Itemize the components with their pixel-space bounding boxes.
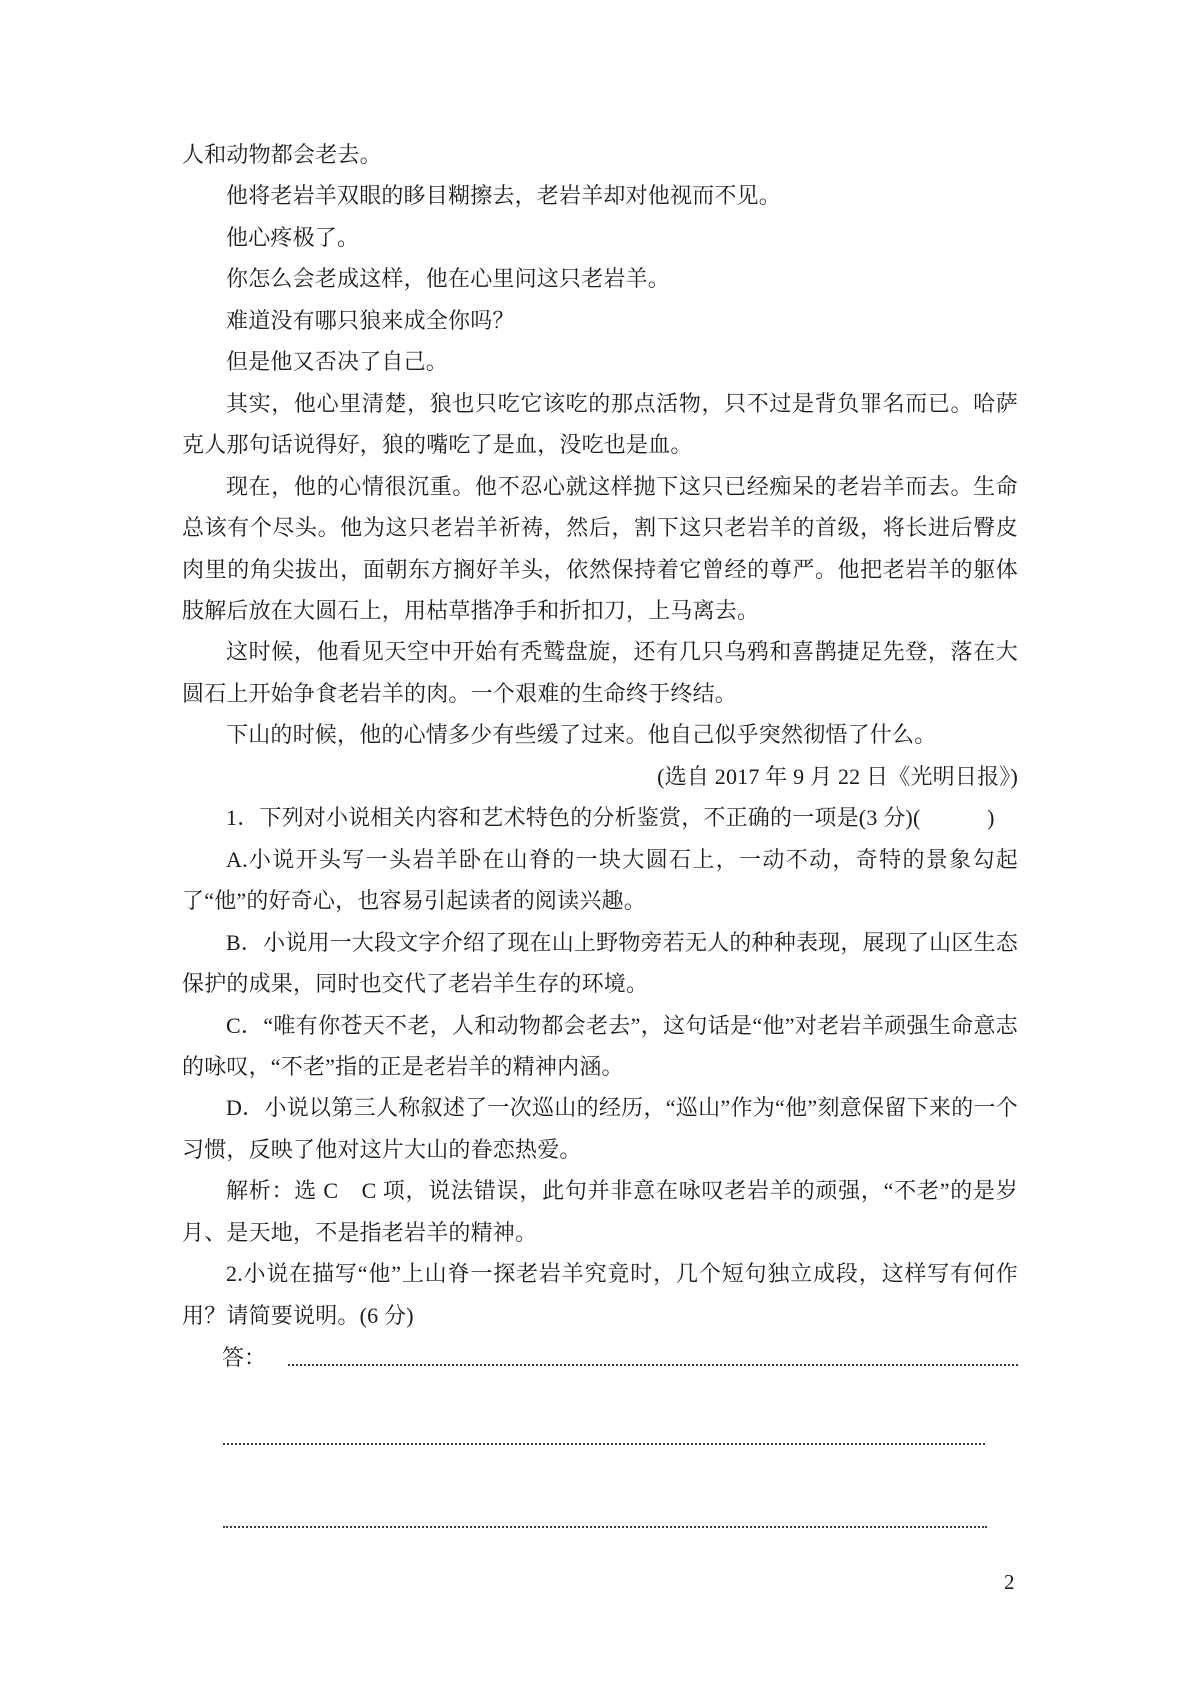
document-body bbox=[182, 134, 1018, 1336]
story-paragraph: 他将老岩羊双眼的眵目糊擦去，老岩羊却对他视而不见。 bbox=[226, 183, 782, 209]
answer-section bbox=[222, 1337, 1018, 1379]
story-paragraph: 他心疼极了。 bbox=[226, 224, 360, 250]
answer-blank-line-2 bbox=[223, 1443, 985, 1445]
story-paragraph: 下山的时候，他的心情多少有些缓了过来。他自己似乎突然彻悟了什么。 bbox=[226, 722, 937, 748]
option-d: D．小说以第三人称叙述了一次巡山的经历，“巡山”作为“他”刻意保留下来的一个习惯，反映了他对这片大山的眷恋热爱。 bbox=[182, 1095, 1018, 1162]
option-b: B．小说用一大段文字介绍了现在山上野物旁若无人的种种表现，展现了山区生态保护的成果，同时也交代了老岩羊生存的环境。 bbox=[182, 929, 1018, 997]
answer-blank-line-1 bbox=[288, 1337, 1018, 1366]
story-paragraph: 现在，他的心情很沉重。他不忍心就这样抛下这只已经痴呆的老岩羊而去。生命总该有个尽头。他为这只老岩羊祈祷，然后，割下这只老岩羊的首级，将长进后臀皮肉里的角尖拔出，面朝东方搁好羊头，依然保持着它曾经的尊严。他把老岩羊的躯体肢解后放在大圆石上，用枯草揩净手和折扣刀，上马离去。 bbox=[182, 473, 1018, 623]
option-c: C．“唯有你苍天不老，人和动物都会老去”，这句话是“他”对老岩羊顽强生命意志的咏叹，“不老”指的正是老岩羊的精神内涵。 bbox=[182, 1012, 1018, 1079]
answer-blank-line-3 bbox=[223, 1526, 987, 1528]
question-1-stem: 1．下列对小说相关内容和艺术特色的分析鉴赏，不正确的一项是(3 分)( ) bbox=[226, 805, 995, 831]
option-a: A.小说开头写一头岩羊卧在山脊的一块大圆石上，一动不动，奇特的景象勾起了“他”的好奇心，也容易引起读者的阅读兴趣。 bbox=[182, 846, 1018, 914]
answer-label: 答： bbox=[222, 1345, 267, 1370]
paragraph-continuation: 人和动物都会老去。 bbox=[182, 142, 382, 167]
story-paragraph: 难道没有哪只狼来成全你吗？ bbox=[226, 307, 515, 333]
source-attribution: (选自 2017 年 9 月 22 日《光明日报》) bbox=[657, 763, 1018, 789]
story-paragraph: 但是他又否决了自己。 bbox=[226, 349, 449, 375]
answer-analysis: 解析：选 C C 项，说法错误，此句并非意在咏叹老岩羊的顽强，“不老”的是岁月、是天地，不是指老岩羊的精神。 bbox=[182, 1178, 1018, 1245]
page-number: 2 bbox=[1004, 1570, 1015, 1594]
story-paragraph: 这时候，他看见天空中开始有秃鹫盘旋，还有几只乌鸦和喜鹊捷足先登，落在大圆石上开始争食老岩羊的肉。一个艰难的生命终于终结。 bbox=[182, 639, 1018, 706]
story-paragraph: 你怎么会老成这样，他在心里问这只老岩羊。 bbox=[226, 266, 671, 292]
question-2-stem: 2.小说在描写“他”上山脊一探老岩羊究竟时，几个短句独立成段，这样写有何作用？请简要说明。(6 分) bbox=[182, 1261, 1018, 1328]
story-paragraph: 其实，他心里清楚，狼也只吃它该吃的那点活物，只不过是背负罪名而已。哈萨克人那句话说得好，狼的嘴吃了是血，没吃也是血。 bbox=[182, 390, 1018, 458]
